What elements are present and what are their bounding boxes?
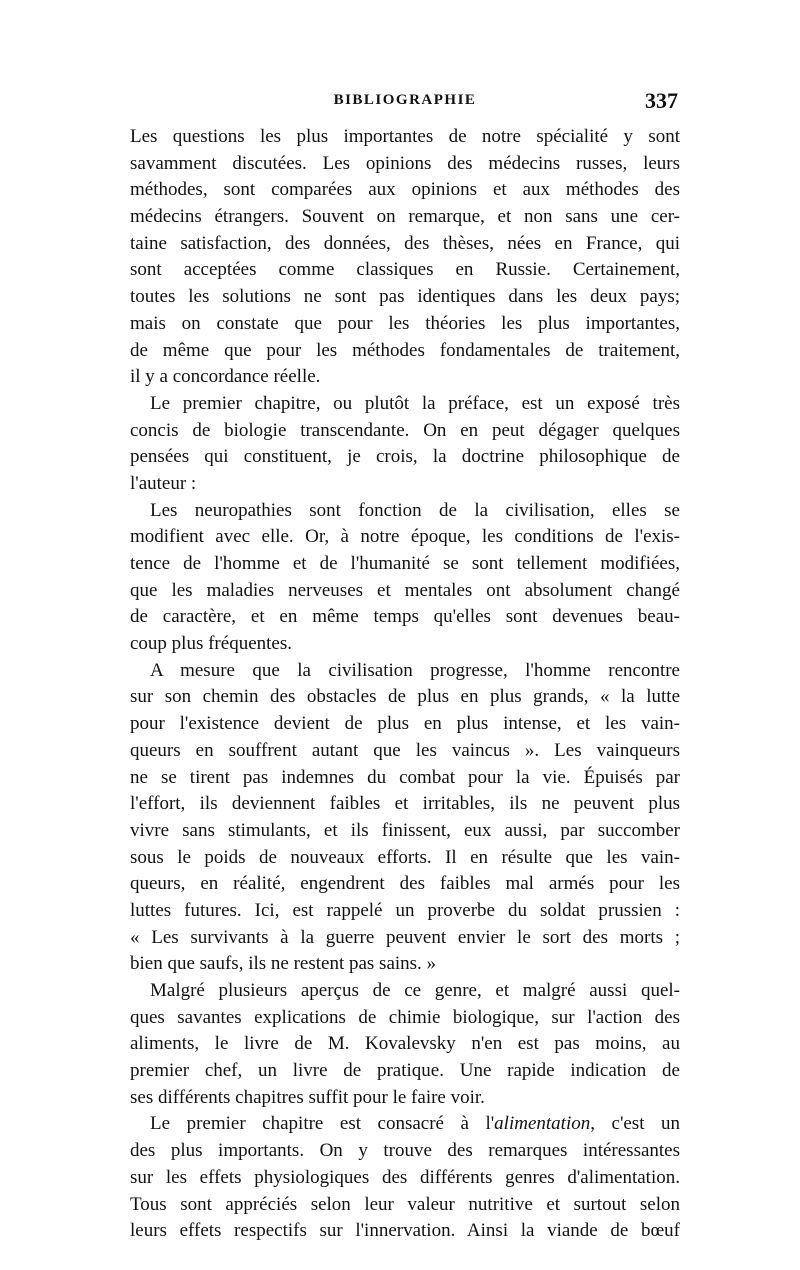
text-line: ques savantes explications de chimie biologique, sur l'action des: [130, 1006, 680, 1028]
text-line: que les maladies nerveuses et mentales ont absolument changé: [130, 579, 680, 601]
text-line: leurs effets respectifs sur l'innervation. Ainsi la viande de bœuf: [130, 1220, 680, 1242]
text-line: mais on constate que pour les théories les plus importantes,: [130, 312, 680, 334]
text-line: sur les effets physiologiques des différents genres d'alimentation.: [130, 1166, 680, 1188]
text-line: aliments, le livre de M. Kovalevsky n'en est pas moins, au: [130, 1033, 680, 1055]
text-line: « Les survivants à la guerre peuvent envier le sort des morts ;: [130, 926, 680, 948]
italic-term: alimentation: [494, 1113, 591, 1135]
text-line: ses différents chapitres suffit pour le faire voir.: [130, 1086, 485, 1108]
text-line: l'auteur :: [130, 472, 197, 494]
body-text: [130, 124, 680, 1245]
text-line: Le premier chapitre est consacré à l'alimentation, c'est un: [150, 1113, 681, 1135]
text-line: médecins étrangers. Souvent on remarque, et non sans une cer-: [130, 206, 680, 228]
text-line: Tous sont appréciés selon leur valeur nutritive et surtout selon: [130, 1193, 680, 1215]
text-line: queurs, en réalité, engendrent des faibles mal armés pour les: [130, 873, 680, 895]
text-line: sur son chemin des obstacles de plus en plus grands, « la lutte: [130, 686, 680, 708]
text-line: Malgré plusieurs aperçus de ce genre, et malgré aussi quel-: [150, 980, 680, 1001]
page-header: [130, 88, 680, 116]
text-line: tence de l'homme et de l'humanité se sont tellement modifiées,: [130, 553, 680, 574]
text-line: Les questions les plus importantes de notre spécialité y sont: [130, 126, 680, 147]
text-line: de caractère, et en même temps qu'elles sont devenues beau-: [130, 606, 680, 628]
text-line: vivre sans stimulants, et ils finissent, eux aussi, par succomber: [130, 819, 680, 841]
text-line: ne se tirent pas indemnes du combat pour la vie. Épuisés par: [130, 766, 680, 788]
text-line: coup plus fréquentes.: [130, 633, 292, 655]
text-line: toutes les solutions ne sont pas identiques dans les deux pays;: [130, 286, 680, 308]
text-line: sont acceptées comme classiques en Russie. Certainement,: [130, 259, 680, 281]
text-line: sous le poids de nouveaux efforts. Il en résulte que les vain-: [130, 846, 680, 868]
text-line: Le premier chapitre, ou plutôt la préface, est un exposé très: [150, 392, 680, 414]
text-line: il y a concordance réelle.: [130, 366, 321, 388]
text-line: de même que pour les méthodes fondamentales de traitement,: [130, 339, 680, 361]
running-title: BIBLIOGRAPHIE: [333, 92, 477, 108]
text-line: concis de biologie transcendante. On en peut dégager quelques: [130, 419, 680, 441]
text-line: l'effort, ils deviennent faibles et irritables, ils ne peuvent plus: [130, 793, 680, 815]
text-line: A mesure que la civilisation progresse, l'homme rencontre: [150, 659, 680, 681]
text-line: bien que saufs, ils ne restent pas sains. »: [130, 953, 437, 975]
page-number: 337: [645, 88, 678, 113]
text-line: taine satisfaction, des données, des thèses, nées en France, qui: [130, 232, 680, 254]
text-line: méthodes, sont comparées aux opinions et aux méthodes des: [130, 179, 680, 201]
text-line: queurs en souffrent autant que les vaincus ». Les vainqueurs: [130, 739, 680, 761]
text-line: des plus importants. On y trouve des remarques intéressantes: [130, 1140, 680, 1162]
text-line: Les neuropathies sont fonction de la civilisation, elles se: [150, 499, 680, 521]
text-line: modifient avec elle. Or, à notre époque, les conditions de l'exis-: [130, 526, 680, 548]
text-line: luttes futures. Ici, est rappelé un proverbe du soldat prussien :: [130, 899, 680, 921]
text-line: premier chef, un livre de pratique. Une rapide indication de: [130, 1060, 680, 1082]
text-line: pour l'existence devient de plus en plus intense, et les vain-: [130, 713, 680, 735]
text-line: pensées qui constituent, je crois, la doctrine philosophique de: [130, 446, 680, 468]
text-line: savamment discutées. Les opinions des médecins russes, leurs: [130, 152, 680, 174]
